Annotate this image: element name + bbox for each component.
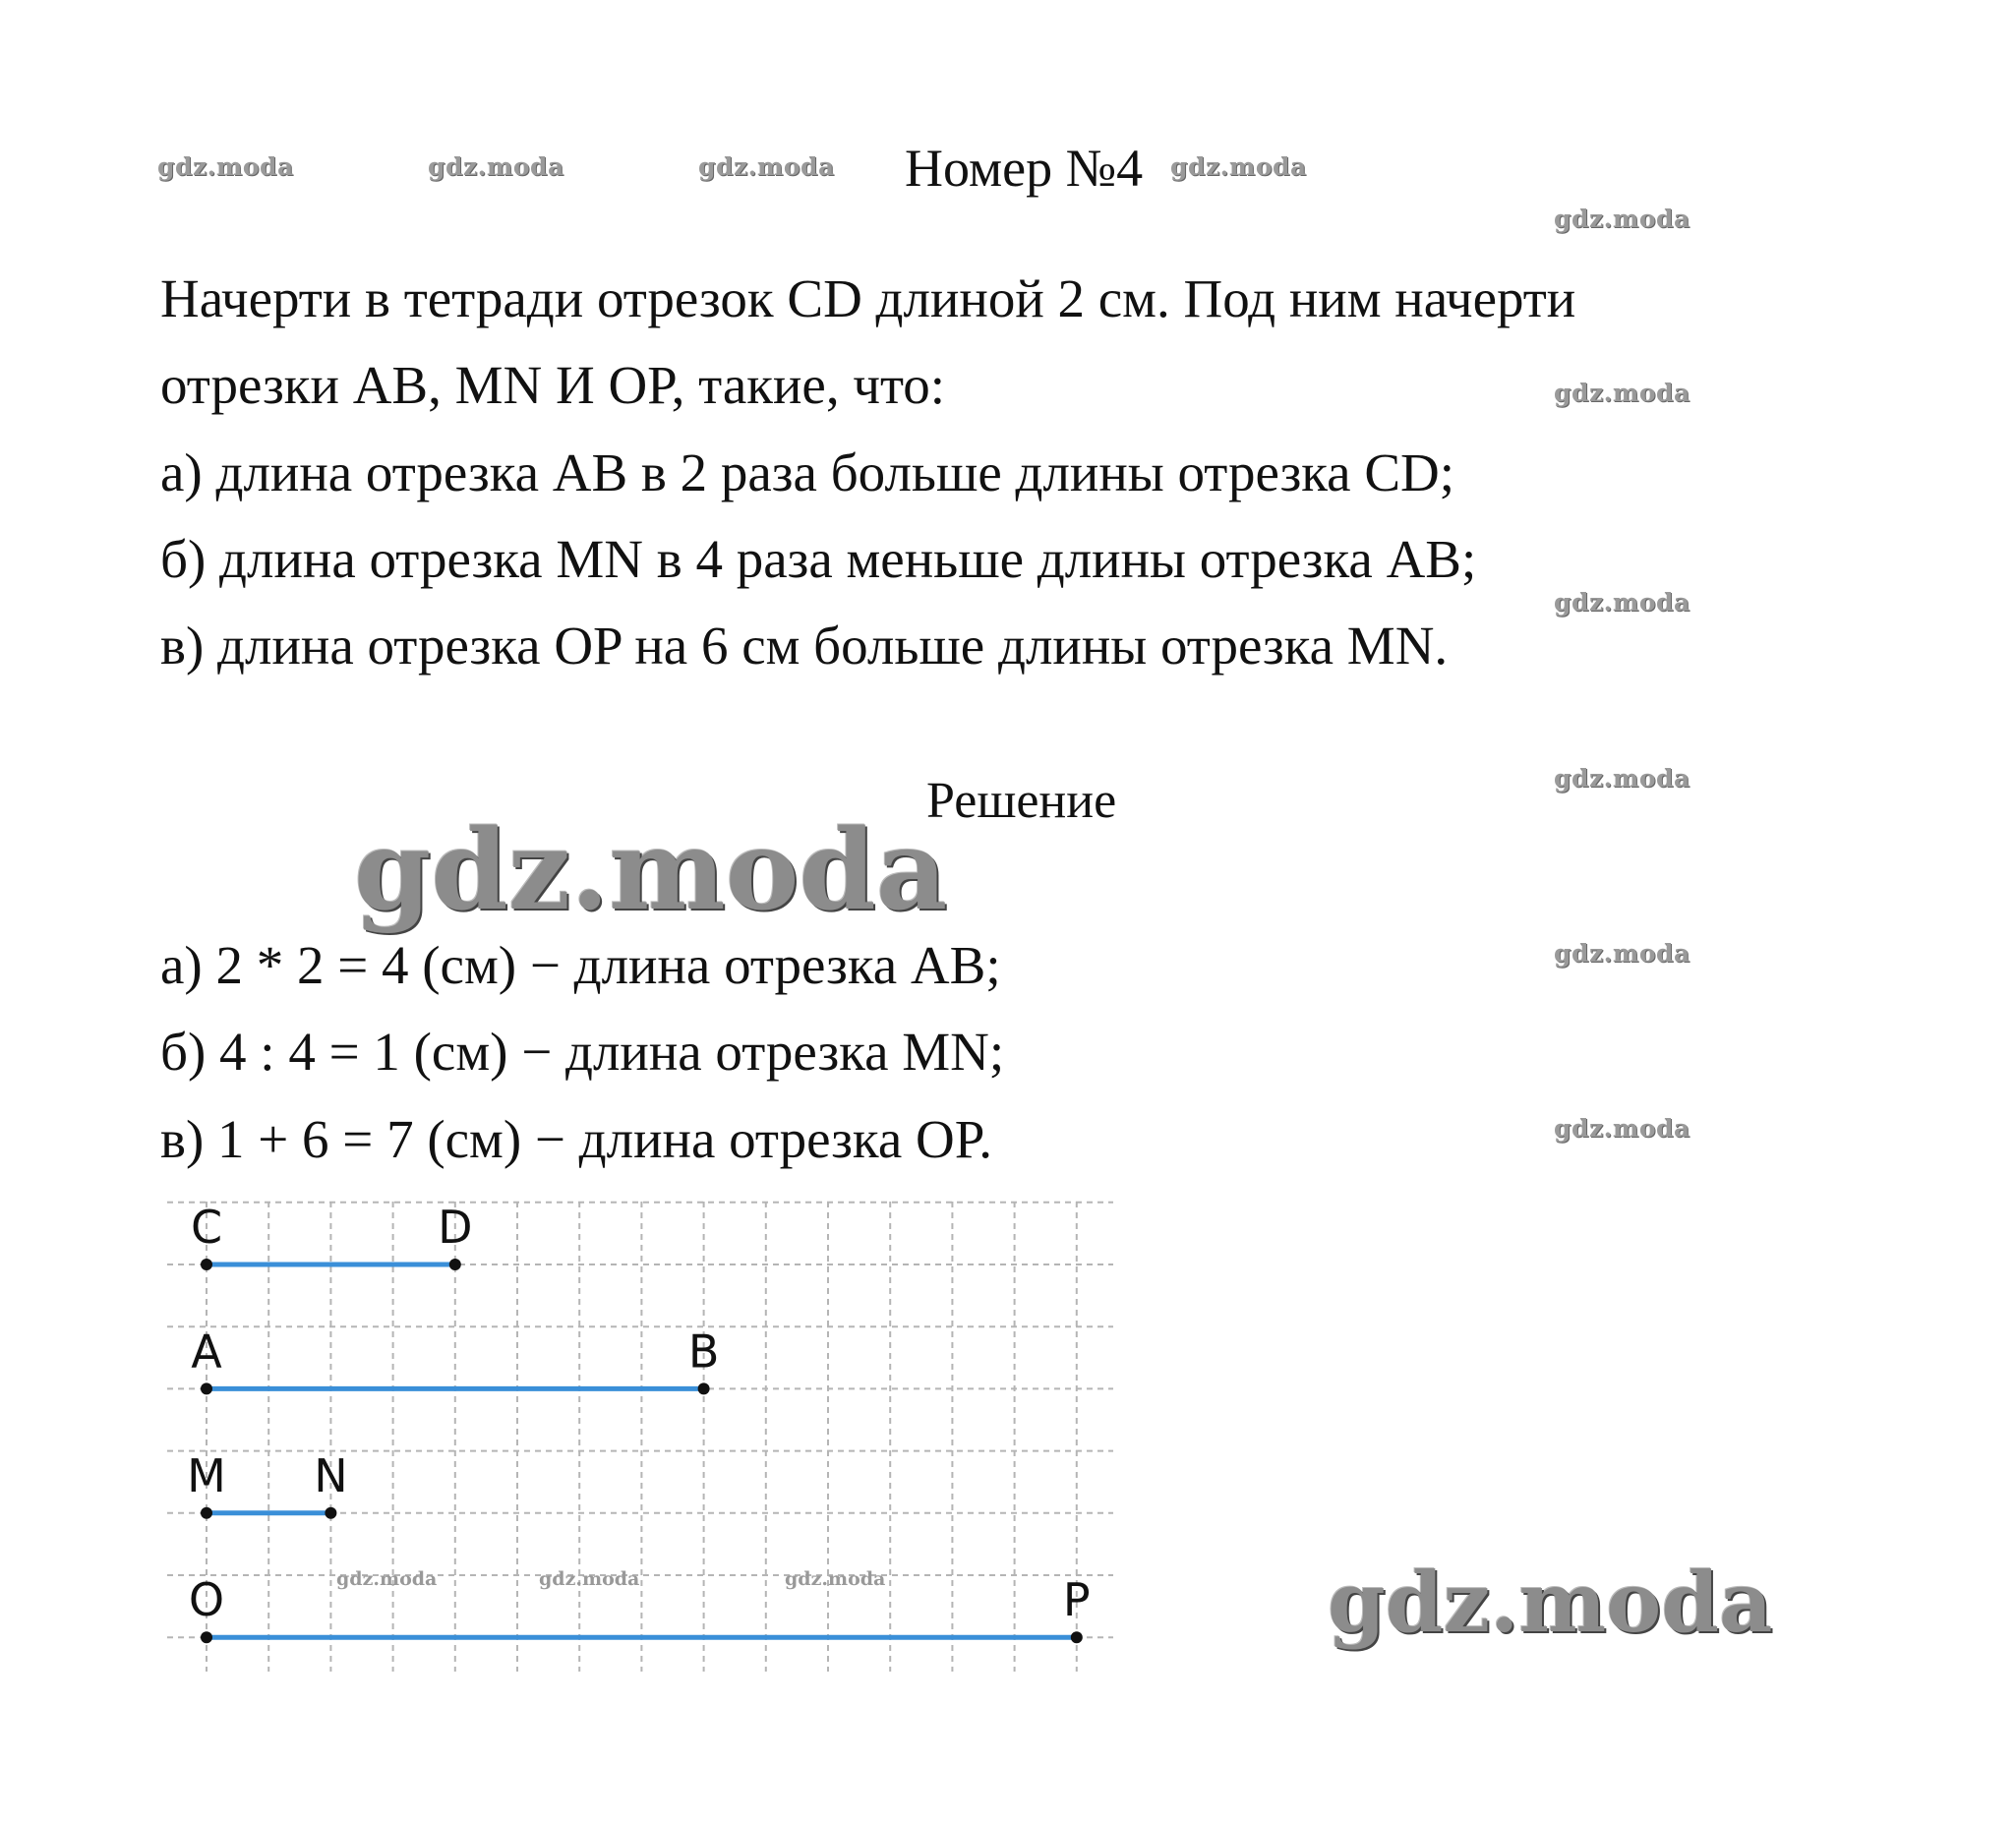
- watermark-large: gdz.moda: [354, 806, 948, 935]
- point-label-C: C: [190, 1201, 223, 1254]
- watermark: gdz.moda: [1554, 588, 1690, 617]
- watermark: gdz.moda: [1554, 379, 1690, 407]
- point-M: [201, 1507, 212, 1519]
- task-line-c: в) длина отрезка OP на 6 см больше длины отрезка MN.: [160, 616, 1449, 676]
- point-label-O: O: [188, 1573, 225, 1627]
- point-C: [201, 1259, 212, 1270]
- watermark: gdz.moda: [428, 152, 564, 181]
- task-line-2: отрезки AB, MN И OP, такие, что:: [160, 355, 946, 415]
- point-label-A: A: [191, 1324, 222, 1379]
- point-A: [201, 1382, 212, 1394]
- watermark: gdz.moda: [1554, 1114, 1690, 1143]
- point-N: [325, 1507, 336, 1519]
- page-title: Номер №4: [905, 139, 1144, 198]
- solution-line-c: в) 1 + 6 = 7 (см) − длина отрезка OP.: [160, 1109, 992, 1169]
- task-line-1: Начерти в тетради отрезок CD длиной 2 см. Под ним начерти: [160, 268, 1576, 328]
- point-O: [201, 1631, 212, 1643]
- watermark: gdz.moda: [1170, 152, 1307, 181]
- watermark: gdz.moda: [1554, 205, 1690, 233]
- solution-line-a: а) 2 * 2 = 4 (см) − длина отрезка AB;: [160, 935, 1001, 995]
- watermark: gdz.moda: [539, 1568, 640, 1590]
- point-label-P: P: [1062, 1573, 1091, 1627]
- solution-title: Решение: [926, 773, 1117, 829]
- point-label-D: D: [438, 1201, 473, 1254]
- watermark: gdz.moda: [785, 1568, 886, 1590]
- watermark: gdz.moda: [336, 1568, 438, 1590]
- point-label-B: B: [687, 1324, 720, 1379]
- watermark: gdz.moda: [157, 152, 294, 181]
- task-line-a: а) длина отрезка AB в 2 раза больше длины отрезка CD;: [160, 442, 1455, 502]
- point-P: [1071, 1631, 1083, 1643]
- watermark-large: gdz.moda: [1328, 1554, 1773, 1651]
- grid-lines: [167, 1202, 1113, 1672]
- watermark: gdz.moda: [1554, 939, 1690, 968]
- watermark: gdz.moda: [1554, 764, 1690, 793]
- point-D: [449, 1259, 461, 1270]
- point-B: [698, 1382, 710, 1394]
- solution-line-b: б) 4 : 4 = 1 (см) − длина отрезка MN;: [160, 1022, 1005, 1082]
- task-line-b: б) длина отрезка MN в 4 раза меньше длины отрезка AB;: [160, 529, 1477, 589]
- watermark: gdz.moda: [698, 152, 835, 181]
- point-label-N: N: [314, 1448, 348, 1502]
- point-label-M: M: [187, 1448, 226, 1502]
